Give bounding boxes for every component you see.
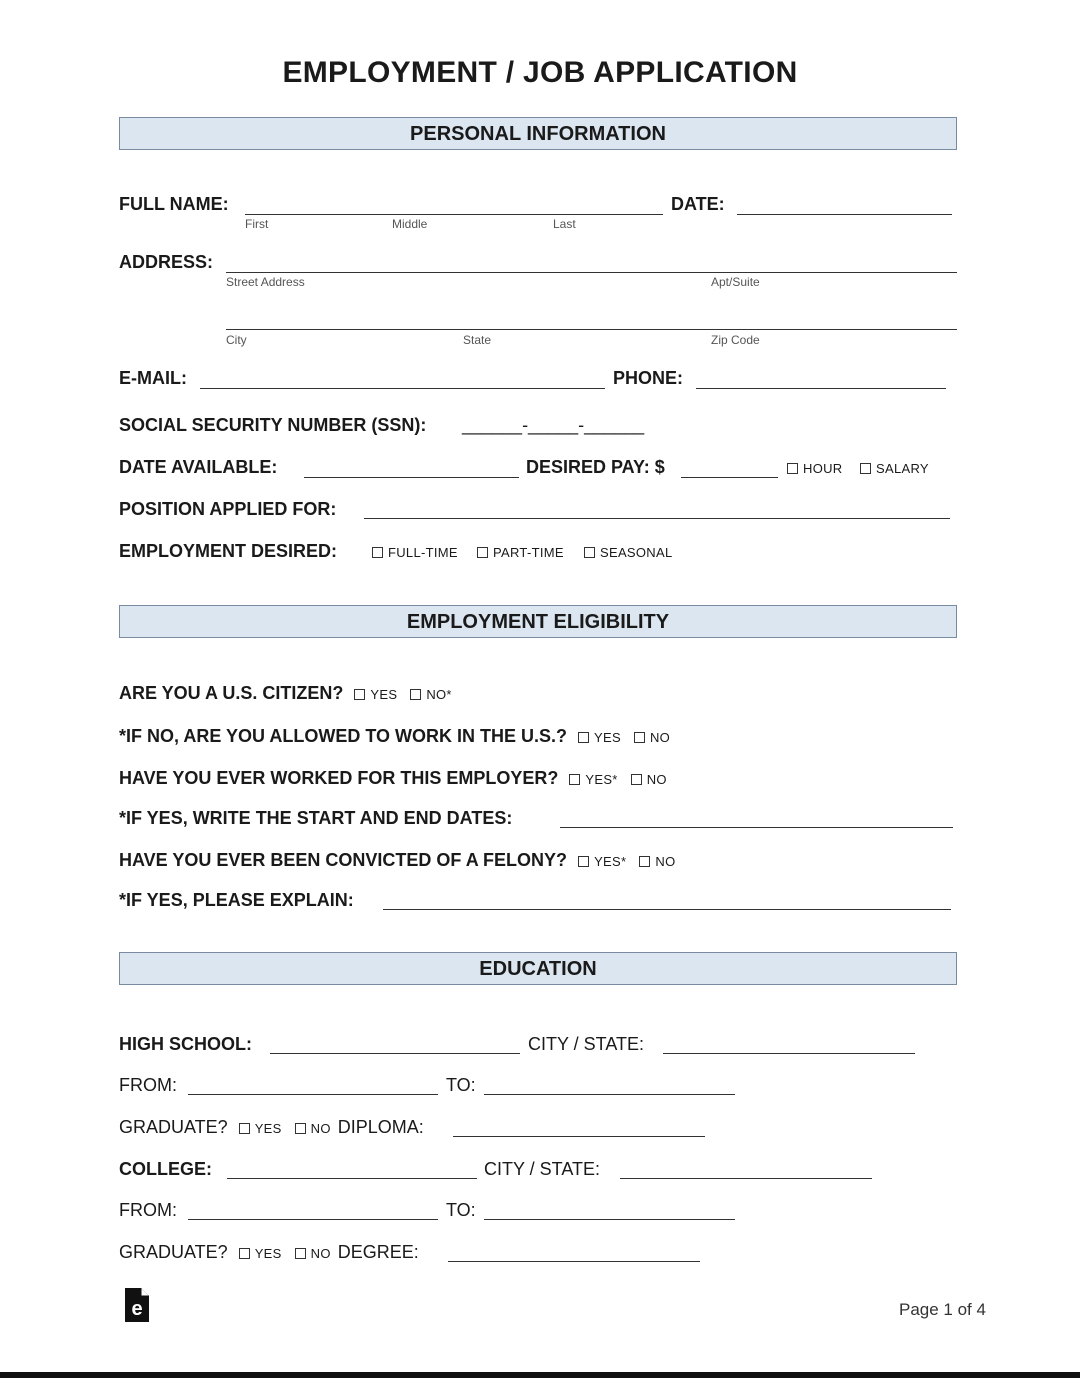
desired-pay-field[interactable] [681, 477, 778, 478]
full-name-label: FULL NAME: [119, 194, 229, 214]
high-school-graduate-yes-checkbox[interactable] [239, 1123, 250, 1134]
worked-yes-checkbox[interactable] [569, 774, 580, 785]
citizen-yes-checkbox[interactable] [354, 689, 365, 700]
college-graduate-row [119, 1242, 419, 1263]
high-school-city-state-field[interactable] [663, 1053, 915, 1054]
employment-desired-label: EMPLOYMENT DESIRED: [119, 541, 338, 561]
felony-explain-field[interactable] [383, 909, 951, 910]
allowed-no-checkbox[interactable] [634, 732, 645, 743]
worked-yes-option[interactable] [569, 772, 617, 787]
high-school-graduate-row [119, 1117, 424, 1138]
email-label: E-MAIL: [119, 368, 187, 388]
high-school-graduate-no-checkbox[interactable] [295, 1123, 306, 1134]
college-graduate-yes-checkbox[interactable] [239, 1248, 250, 1259]
street-address-caption: Street Address [226, 275, 305, 289]
part-time-checkbox[interactable] [477, 547, 488, 558]
position-field[interactable] [364, 518, 950, 519]
college-label: COLLEGE: [119, 1159, 212, 1179]
college-graduate-no-label: NO [310, 1246, 331, 1261]
worked-no-checkbox[interactable] [631, 774, 642, 785]
state-caption: State [463, 333, 492, 347]
zip-code-caption: Zip Code [711, 333, 760, 347]
phone-field[interactable] [696, 388, 946, 389]
phone-label: PHONE: [613, 368, 684, 388]
high-school-graduate-yes-option[interactable] [239, 1121, 282, 1136]
section-header-personal-information: PERSONAL INFORMATION [119, 117, 957, 150]
high-school-graduate-yes-label: YES [254, 1121, 282, 1136]
date-label: DATE: [671, 194, 725, 214]
college-from-label: FROM: [119, 1200, 177, 1220]
part-time-option[interactable] [477, 545, 564, 560]
hour-option-label: HOUR [803, 461, 843, 476]
ssn-field[interactable]: ______-_____-______ [462, 415, 645, 435]
college-graduate-label: GRADUATE? [119, 1242, 228, 1262]
citizen-question: ARE YOU A U.S. CITIZEN? [119, 683, 344, 703]
section-header-education: EDUCATION [119, 952, 957, 985]
date-available-field[interactable] [304, 477, 519, 478]
ssn-label: SOCIAL SECURITY NUMBER (SSN): [119, 415, 427, 435]
felony-question: HAVE YOU EVER BEEN CONVICTED OF A FELONY? [119, 850, 568, 870]
city-caption: City [226, 333, 247, 347]
high-school-to-field[interactable] [484, 1094, 735, 1095]
high-school-label: HIGH SCHOOL: [119, 1034, 252, 1054]
college-city-state-field[interactable] [620, 1178, 872, 1179]
allowed-no-label: NO [649, 730, 671, 745]
hour-checkbox[interactable] [787, 463, 798, 474]
diploma-label: DIPLOMA: [337, 1117, 424, 1137]
part-time-option-label: PART-TIME [493, 545, 564, 560]
salary-option[interactable] [860, 461, 929, 476]
logo-letter: e [131, 1298, 143, 1320]
section-header-employment-eligibility: EMPLOYMENT ELIGIBILITY [119, 605, 957, 638]
college-graduate-yes-label: YES [254, 1246, 282, 1261]
allowed-yes-checkbox[interactable] [578, 732, 589, 743]
apt-suite-caption: Apt/Suite [711, 275, 760, 289]
desired-pay-label: DESIRED PAY: $ [526, 457, 665, 477]
salary-option-label: SALARY [876, 461, 929, 476]
felony-yes-option[interactable] [578, 854, 626, 869]
allowed-question: *IF NO, ARE YOU ALLOWED TO WORK IN THE U.S.? [119, 726, 568, 746]
full-time-checkbox[interactable] [372, 547, 383, 558]
felony-no-checkbox[interactable] [639, 856, 650, 867]
page-title: EMPLOYMENT / JOB APPLICATION [282, 56, 798, 89]
citizen-no-option[interactable] [410, 687, 451, 702]
worked-yes-label: YES* [585, 772, 618, 787]
full-name-field[interactable] [245, 214, 663, 215]
address-label: ADDRESS: [119, 252, 214, 272]
felony-no-option[interactable] [639, 854, 675, 869]
college-field[interactable] [227, 1178, 477, 1179]
felony-yes-label: YES* [594, 854, 627, 869]
worked-question-row [119, 768, 667, 789]
felony-question-row [119, 850, 675, 871]
citizen-no-label: NO* [426, 687, 452, 702]
college-from-field[interactable] [188, 1219, 438, 1220]
date-available-label: DATE AVAILABLE: [119, 457, 278, 477]
college-city-state-label: CITY / STATE: [484, 1159, 601, 1179]
email-field[interactable] [200, 388, 605, 389]
high-school-graduate-no-label: NO [310, 1121, 331, 1136]
high-school-city-state-label: CITY / STATE: [528, 1034, 645, 1054]
high-school-to-label: TO: [446, 1075, 476, 1095]
full-time-option-label: FULL-TIME [388, 545, 458, 560]
worked-question: HAVE YOU EVER WORKED FOR THIS EMPLOYER? [119, 768, 559, 788]
position-label: POSITION APPLIED FOR: [119, 499, 337, 519]
allowed-yes-label: YES [594, 730, 621, 745]
degree-label: DEGREE: [337, 1242, 419, 1262]
start-end-dates-field[interactable] [560, 827, 953, 828]
felony-yes-checkbox[interactable] [578, 856, 589, 867]
city-state-zip-field[interactable] [226, 329, 957, 330]
allowed-question-row [119, 726, 670, 747]
date-field[interactable] [737, 214, 952, 215]
street-address-field[interactable] [226, 272, 957, 273]
bottom-border [0, 1372, 1080, 1378]
college-graduate-no-option[interactable] [295, 1246, 331, 1261]
last-name-caption: Last [553, 217, 576, 231]
high-school-from-label: FROM: [119, 1075, 177, 1095]
full-time-option[interactable] [372, 545, 458, 560]
allowed-no-option[interactable] [634, 730, 670, 745]
high-school-field[interactable] [270, 1053, 520, 1054]
college-graduate-yes-option[interactable] [239, 1246, 282, 1261]
felony-no-label: NO [655, 854, 676, 869]
seasonal-option[interactable] [584, 545, 672, 560]
college-to-field[interactable] [484, 1219, 735, 1220]
diploma-field[interactable] [453, 1136, 705, 1137]
high-school-from-field[interactable] [188, 1094, 438, 1095]
worked-no-label: NO [646, 772, 667, 787]
explain-question: *IF YES, PLEASE EXPLAIN: [119, 890, 354, 910]
page-number: Page 1 of 4 [899, 1300, 986, 1319]
salary-checkbox[interactable] [860, 463, 871, 474]
citizen-yes-option[interactable] [354, 687, 397, 702]
hour-option[interactable] [787, 461, 842, 476]
high-school-graduate-label: GRADUATE? [119, 1117, 228, 1137]
high-school-graduate-no-option[interactable] [295, 1121, 331, 1136]
college-to-label: TO: [446, 1200, 476, 1220]
dates-question: *IF YES, WRITE THE START AND END DATES: [119, 808, 513, 828]
allowed-yes-option[interactable] [578, 730, 621, 745]
first-name-caption: First [245, 217, 269, 231]
citizen-yes-label: YES [370, 687, 398, 702]
citizen-question-row [119, 683, 452, 704]
seasonal-option-label: SEASONAL [600, 545, 673, 560]
seasonal-checkbox[interactable] [584, 547, 595, 558]
worked-no-option[interactable] [631, 772, 667, 787]
middle-name-caption: Middle [392, 217, 428, 231]
college-graduate-no-checkbox[interactable] [295, 1248, 306, 1259]
citizen-no-checkbox[interactable] [410, 689, 421, 700]
eforms-logo-icon [124, 1287, 150, 1323]
degree-field[interactable] [448, 1261, 700, 1262]
